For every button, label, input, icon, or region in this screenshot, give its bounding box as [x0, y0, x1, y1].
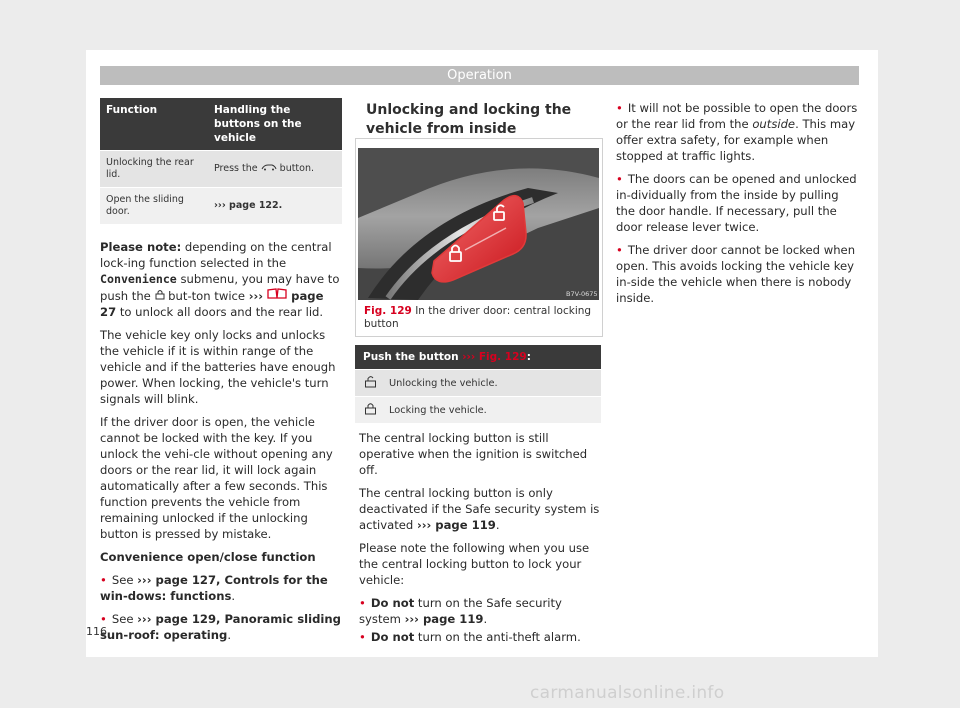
key-range-paragraph: The vehicle key only locks and unlocks the vehicle if it is within range of the vehicle and if the batteries have enough power. When locking, the vehicle's turn signals will blink. [100, 328, 336, 406]
list-item: • The doors can be opened and unlocked in-dividually from the inside by pulling the door handle. If necessary, pull the door release lever twice. [616, 171, 858, 235]
bullet-text: . [231, 589, 236, 603]
list-item [616, 100, 858, 164]
list-item [100, 572, 342, 604]
right-column [616, 100, 858, 313]
page-ref[interactable]: ››› page 119 [416, 518, 496, 532]
note-text: but-ton twice [164, 289, 249, 303]
operative-paragraph: The central locking button is still operative when the ignition is switched off. [359, 431, 588, 477]
push-table-header [355, 345, 601, 370]
function-table [100, 98, 342, 224]
bullet-text: turn on the Safe security system [359, 596, 562, 626]
table-row [355, 397, 601, 424]
note-text: submenu, you may have to push the [100, 272, 340, 303]
emphasis: Do not [370, 596, 415, 610]
bullet-text: See [111, 573, 138, 587]
section-header: Operation [100, 66, 859, 85]
push-label: Push the button [363, 351, 463, 363]
list-item [359, 595, 601, 627]
list-item [100, 611, 342, 643]
paragraph-text: . [495, 518, 500, 532]
function-cell: Unlocking the rear lid. [100, 151, 208, 188]
bullet-text: See [111, 612, 138, 626]
bullet-text: . This may offer extra safety, for example when stopped at traffic lights. [616, 117, 856, 163]
unlock-icon [364, 375, 377, 388]
action-text: Locking the vehicle. [385, 397, 601, 424]
list-item: • The driver door cannot be locked when open. This avoids locking the vehicle key in-side the vehicle when there is nobody inside. [616, 242, 858, 306]
handling-cell [208, 151, 342, 188]
bullet-text: turn on the anti-theft alarm. [414, 630, 581, 644]
push-button-table [355, 345, 601, 423]
table-row [100, 151, 342, 188]
figure-129 [355, 138, 603, 337]
page-ref[interactable]: ››› page 129, Panoramic sliding sun-roof: operating [100, 612, 341, 642]
note-paragraph: Please note the following when you use the central locking button to lock your vehicle: [359, 541, 590, 587]
door-button-photo [358, 148, 599, 300]
page-number: 116 [86, 625, 107, 638]
function-cell: Open the sliding door. [100, 188, 208, 225]
handling-col-header: Handling the buttons on the vehicle [208, 98, 342, 151]
icon-cell [355, 397, 385, 424]
page-ref[interactable]: page 27 [100, 289, 324, 319]
book-reference-icon [267, 287, 287, 300]
door-photo-svg [358, 148, 599, 300]
icon-cell [355, 370, 385, 397]
watermark: carmanualsonline.info [530, 683, 725, 703]
emphasis: Do not [370, 630, 415, 644]
figure-label: Fig. 129 [364, 305, 412, 317]
paragraph-text: The central locking button is only deactivated if the Safe security system is activated [359, 486, 600, 532]
bullet-text: . [227, 628, 232, 642]
bullet-text: . [483, 612, 488, 626]
note-text: depending on the central lock-ing function selected in the [100, 240, 332, 270]
italic-text: outside [752, 117, 796, 131]
table-row [355, 370, 601, 397]
note-label: Please note: [100, 240, 182, 254]
table-row [100, 188, 342, 225]
convenience-heading: Convenience open/close function [100, 550, 316, 564]
figure-caption-text: In the driver door: central locking button [364, 305, 592, 330]
handling-text: Press the [214, 163, 261, 174]
action-text: Unlocking the vehicle. [385, 370, 601, 397]
figure-ref[interactable]: ››› Fig. 129 [462, 351, 527, 363]
push-colon: : [526, 351, 531, 363]
left-column [100, 98, 342, 650]
page-ref[interactable]: ››› page 119 [404, 612, 484, 626]
middle-text-block [359, 430, 601, 652]
handling-text: button. [276, 163, 315, 174]
please-note-paragraph [100, 239, 342, 320]
deactivated-paragraph [359, 485, 601, 533]
menu-name: Convenience [100, 272, 177, 286]
list-item [359, 629, 601, 645]
figure-caption [364, 305, 596, 331]
lock-button-icon [155, 289, 165, 300]
note-text: to unlock all doors and the rear lid. [116, 305, 324, 319]
page-ref[interactable]: ››› [248, 289, 268, 303]
car-rear-lid-icon [261, 163, 277, 171]
bullet-text: It will not be possible to open the doors or the rear lid from the [616, 101, 858, 131]
lock-icon [364, 402, 377, 415]
page-ref[interactable]: ››› page 127, Controls for the win-dows: functions [100, 573, 328, 603]
figure-code: B7V-0675 [566, 290, 598, 298]
section-heading: Unlocking and locking the vehicle from inside [366, 101, 600, 146]
driver-door-paragraph: If the driver door is open, the vehicle cannot be locked with the key. If you unlock the vehi-cle without opening any doors or the rear lid, it will lock again automatically after a few seconds. This function prevents the vehicle from remaining unlocked if the unlocking button is pressed by mistake. [100, 415, 333, 541]
function-col-header: Function [100, 98, 208, 151]
handling-cell: ››› page 122. [208, 188, 342, 225]
